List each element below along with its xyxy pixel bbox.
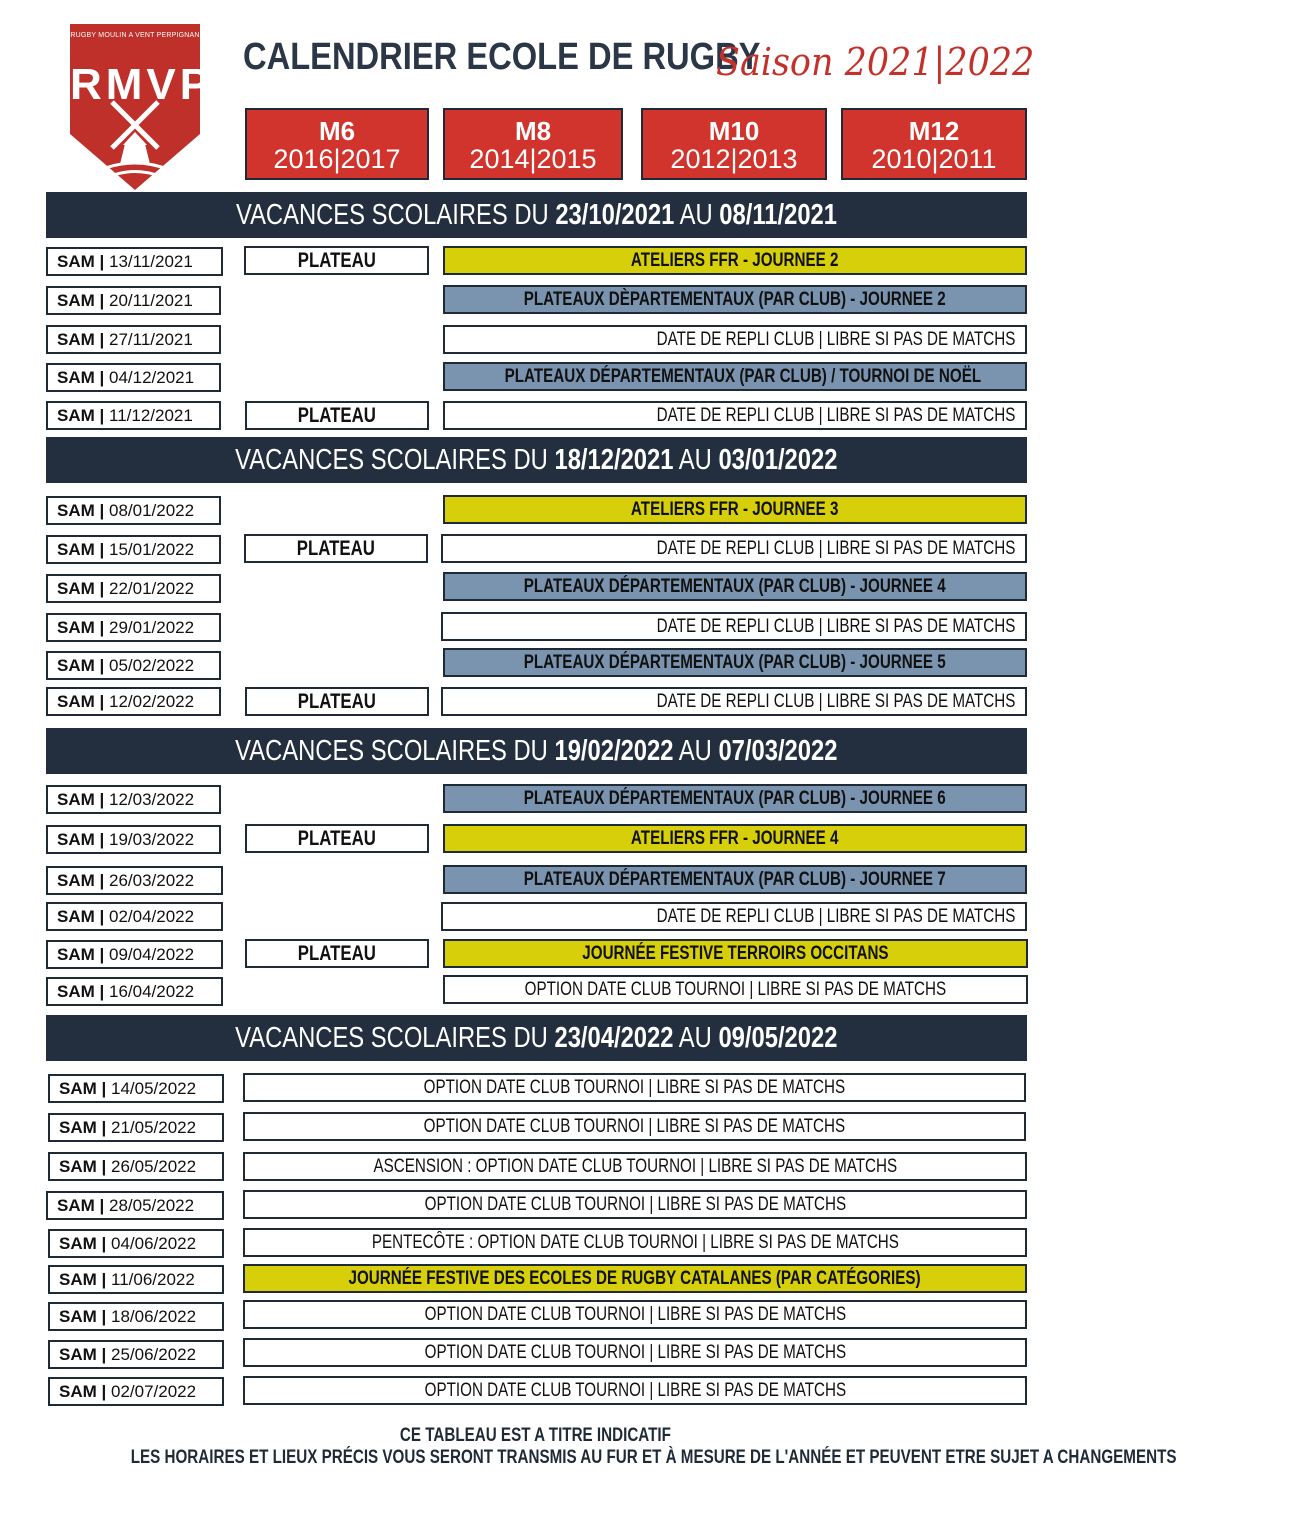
date-cell: SAM | 29/01/2022 (46, 613, 221, 642)
event-cell: OPTION DATE CLUB TOURNOI | LIBRE SI PAS DE MATCHS (243, 1338, 1027, 1367)
category-m6 (245, 108, 429, 180)
date-cell: SAM | 09/04/2022 (46, 940, 223, 969)
event-cell: ASCENSION : OPTION DATE CLUB TOURNOI | LIBRE SI PAS DE MATCHS (243, 1152, 1027, 1181)
date-cell: SAM | 28/05/2022 (46, 1191, 224, 1220)
event-cell: DATE DE REPLI CLUB | LIBRE SI PAS DE MATCHS (441, 612, 1027, 641)
event-cell: ATELIERS FFR - JOURNEE 3 (443, 495, 1027, 524)
date-cell: SAM | 11/12/2021 (46, 401, 221, 430)
category-years: 2010|2011 (871, 144, 997, 174)
event-cell: DATE DE REPLI CLUB | LIBRE SI PAS DE MATCHS (443, 325, 1027, 354)
event-cell: OPTION DATE CLUB TOURNOI | LIBRE SI PAS DE MATCHS (443, 975, 1028, 1004)
event-cell: DATE DE REPLI CLUB | LIBRE SI PAS DE MATCHS (441, 534, 1027, 563)
event-cell: DATE DE REPLI CLUB | LIBRE SI PAS DE MATCHS (443, 401, 1027, 430)
event-cell: OPTION DATE CLUB TOURNOI | LIBRE SI PAS DE MATCHS (243, 1112, 1026, 1141)
event-cell: PLATEAUX DÉPARTEMENTAUX (PAR CLUB) - JOURNEE 5 (443, 648, 1027, 677)
category-years: 2014|2015 (469, 144, 597, 174)
category-m8 (443, 108, 623, 180)
event-cell: DATE DE REPLI CLUB | LIBRE SI PAS DE MATCHS (441, 687, 1027, 716)
holiday-band: VACANCES SCOLAIRES DU 23/04/2022 AU 09/05/2022 (46, 1015, 1027, 1061)
event-cell: DATE DE REPLI CLUB | LIBRE SI PAS DE MATCHS (441, 902, 1027, 931)
date-cell: SAM | 16/04/2022 (46, 977, 223, 1006)
category-name: M6 (318, 116, 356, 146)
date-cell: SAM | 02/07/2022 (48, 1377, 224, 1406)
date-cell: SAM | 04/12/2021 (46, 363, 221, 392)
holiday-band: VACANCES SCOLAIRES DU 18/12/2021 AU 03/01/2022 (46, 437, 1027, 483)
date-cell: SAM | 27/11/2021 (46, 325, 221, 354)
event-cell: JOURNÉE FESTIVE DES ECOLES DE RUGBY CATALANES (PAR CATÉGORIES) (243, 1264, 1027, 1293)
logo-subtitle: RUGBY MOULIN A VENT PERPIGNAN (70, 32, 200, 39)
holiday-band: VACANCES SCOLAIRES DU 19/02/2022 AU 07/03/2022 (46, 728, 1027, 774)
event-cell: ATELIERS FFR - JOURNEE 4 (443, 824, 1027, 853)
event-cell: PLATEAUX DÉPARTEMENTAUX (PAR CLUB) - JOURNEE 6 (443, 784, 1027, 813)
date-cell: SAM | 25/06/2022 (48, 1340, 224, 1369)
event-cell: PLATEAUX DÉPARTEMENTAUX (PAR CLUB) - JOURNEE 7 (443, 865, 1027, 894)
date-cell: SAM | 26/05/2022 (48, 1152, 224, 1181)
club-logo (70, 24, 214, 190)
date-cell: SAM | 20/11/2021 (46, 286, 221, 315)
event-cell: PLATEAUX DÈPARTEMENTAUX (PAR CLUB) - JOURNEE 2 (443, 285, 1027, 314)
category-m12 (841, 108, 1027, 180)
category-name: M10 (708, 116, 760, 146)
date-cell: SAM | 12/02/2022 (46, 687, 221, 716)
plateau-cell: PLATEAU (245, 687, 429, 716)
event-cell: JOURNÉE FESTIVE TERROIRS OCCITANS (443, 939, 1028, 968)
date-cell: SAM | 05/02/2022 (46, 651, 221, 680)
event-cell: OPTION DATE CLUB TOURNOI | LIBRE SI PAS DE MATCHS (243, 1300, 1027, 1329)
page-title: CALENDRIER ECOLE DE RUGBY (243, 36, 761, 78)
category-name: M12 (908, 116, 960, 146)
event-cell: OPTION DATE CLUB TOURNOI | LIBRE SI PAS DE MATCHS (243, 1190, 1027, 1219)
date-cell: SAM | 26/03/2022 (46, 866, 223, 895)
date-cell: SAM | 13/11/2021 (46, 247, 223, 276)
category-years: 2016|2017 (273, 144, 401, 174)
event-cell: OPTION DATE CLUB TOURNOI | LIBRE SI PAS DE MATCHS (243, 1376, 1027, 1405)
plateau-cell: PLATEAU (244, 534, 428, 563)
event-cell: PENTECÔTE : OPTION DATE CLUB TOURNOI | LIBRE SI PAS DE MATCHS (243, 1228, 1027, 1257)
event-cell: ATELIERS FFR - JOURNEE 2 (443, 246, 1027, 275)
date-cell: SAM | 14/05/2022 (48, 1074, 224, 1103)
event-cell: PLATEAUX DÉPARTEMENTAUX (PAR CLUB) / TOURNOI DE NOËL (443, 362, 1027, 391)
date-cell: SAM | 08/01/2022 (46, 496, 221, 525)
category-m10 (641, 108, 827, 180)
plateau-cell: PLATEAU (244, 246, 429, 275)
date-cell: SAM | 11/06/2022 (48, 1265, 224, 1294)
date-cell: SAM | 21/05/2022 (48, 1113, 224, 1142)
category-years: 2012|2013 (670, 144, 798, 174)
date-cell: SAM | 02/04/2022 (46, 902, 223, 931)
category-name: M8 (514, 116, 552, 146)
date-cell: SAM | 18/06/2022 (48, 1302, 224, 1331)
plateau-cell: PLATEAU (245, 824, 429, 853)
date-cell: SAM | 15/01/2022 (46, 535, 221, 564)
event-cell: OPTION DATE CLUB TOURNOI | LIBRE SI PAS DE MATCHS (243, 1073, 1026, 1102)
season-label: Saison 2021|2022 (716, 40, 1035, 84)
footer-note: LES HORAIRES ET LIEUX PRÉCIS VOUS SERONT TRANSMIS AU FUR ET À MESURE DE L'ANNÉE ET PEUVENT ETRE SUJET A CHANGEMENTS (130, 1447, 1177, 1468)
event-cell: PLATEAUX DÉPARTEMENTAUX (PAR CLUB) - JOURNEE 4 (443, 572, 1027, 601)
date-cell: SAM | 04/06/2022 (48, 1229, 224, 1258)
plateau-cell: PLATEAU (245, 401, 429, 430)
plateau-cell: PLATEAU (245, 939, 429, 968)
date-cell: SAM | 12/03/2022 (46, 785, 221, 814)
logo-initials: RMVP (70, 60, 214, 109)
footer-disclaimer: CE TABLEAU EST A TITRE INDICATIF (399, 1425, 671, 1446)
date-cell: SAM | 19/03/2022 (46, 825, 221, 854)
date-cell: SAM | 22/01/2022 (46, 574, 221, 603)
holiday-band: VACANCES SCOLAIRES DU 23/10/2021 AU 08/11/2021 (46, 192, 1027, 238)
